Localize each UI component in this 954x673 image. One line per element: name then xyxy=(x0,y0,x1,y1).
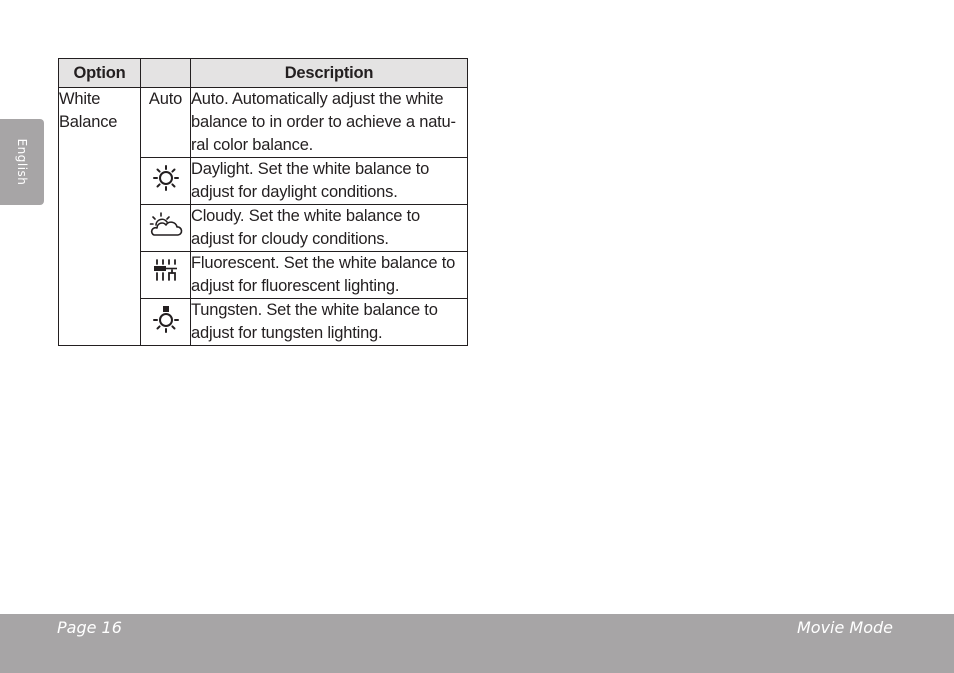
table-row xyxy=(59,88,468,158)
header-description: Description xyxy=(191,59,468,88)
language-tab xyxy=(0,119,44,205)
fluorescent-icon xyxy=(152,258,180,286)
description-cloudy: Cloudy. Set the white balance to adjust for cloudy conditions. xyxy=(191,205,468,252)
tungsten-icon xyxy=(152,305,180,333)
header-option: Option xyxy=(59,59,141,88)
mode-cloudy xyxy=(141,205,191,252)
table-header-row xyxy=(59,59,468,88)
description-fluorescent: Fluorescent. Set the white balance to adjust for fluorescent lighting. xyxy=(191,252,468,299)
header-icon xyxy=(141,59,191,88)
cloudy-icon xyxy=(149,211,183,239)
mode-tungsten xyxy=(141,299,191,346)
page-footer xyxy=(0,614,954,673)
description-auto: Auto. Automatically adjust the white balance to in order to achieve a natu-ral color balance. xyxy=(191,88,468,158)
sun-icon xyxy=(152,164,180,192)
mode-fluorescent xyxy=(141,252,191,299)
option-white-balance: White Balance xyxy=(59,88,141,346)
description-daylight: Daylight. Set the white balance to adjust for daylight conditions. xyxy=(191,158,468,205)
mode-daylight xyxy=(141,158,191,205)
options-table xyxy=(58,58,468,346)
description-tungsten: Tungsten. Set the white balance to adjust for tungsten lighting. xyxy=(191,299,468,346)
language-tab-label: English xyxy=(15,138,29,186)
page-number: Page 16 xyxy=(57,618,122,637)
mode-auto: Auto xyxy=(141,88,191,158)
section-title: Movie Mode xyxy=(796,618,893,637)
